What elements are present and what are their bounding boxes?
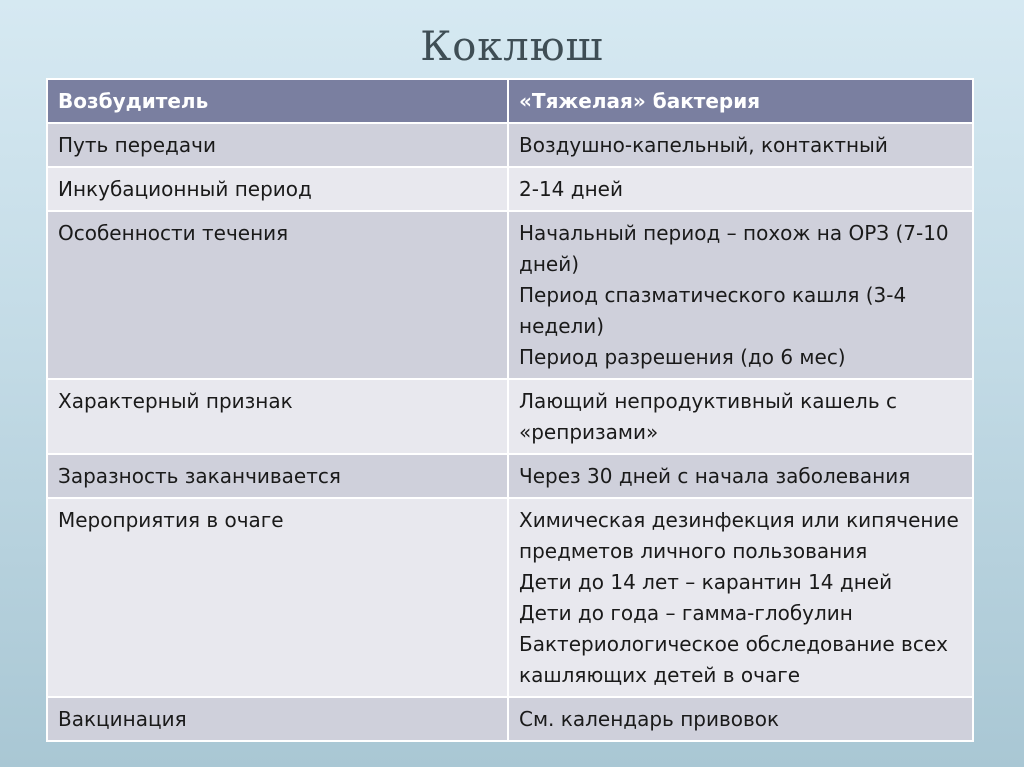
row-label: Вакцинация <box>47 697 508 741</box>
value-line: Химическая дезинфекция или кипячение предметов личного пользования <box>519 508 959 563</box>
value-line: Бактериологическое обследование всех кашляющих детей в очаге <box>519 632 948 687</box>
table-row <box>47 123 973 167</box>
table-row <box>47 454 973 498</box>
row-label: Заразность заканчивается <box>47 454 508 498</box>
table-row <box>47 167 973 211</box>
value-line: Дети до года – гамма-глобулин <box>519 601 853 625</box>
table-row <box>47 697 973 741</box>
value-line: Период спазматического кашля (3-4 недели) <box>519 283 907 338</box>
row-value <box>508 379 973 454</box>
value-line: Через 30 дней с начала заболевания <box>519 464 911 488</box>
table-header-row <box>47 79 973 123</box>
row-label: Характерный признак <box>47 379 508 454</box>
value-line: 2-14 дней <box>519 177 623 201</box>
row-label: Путь передачи <box>47 123 508 167</box>
header-cell-label: Возбудитель <box>47 79 508 123</box>
row-value <box>508 454 973 498</box>
value-line: Начальный период – похож на ОРЗ (7-10 дней) <box>519 221 949 276</box>
value-line: Дети до 14 лет – карантин 14 дней <box>519 570 893 594</box>
value-line: См. календарь привовок <box>519 707 780 731</box>
value-line: Воздушно-капельный, контактный <box>519 133 888 157</box>
info-table <box>46 78 974 742</box>
table-row <box>47 498 973 697</box>
table-row <box>47 379 973 454</box>
row-value <box>508 123 973 167</box>
row-value <box>508 167 973 211</box>
row-label: Особенности течения <box>47 211 508 379</box>
row-label: Инкубационный период <box>47 167 508 211</box>
row-value <box>508 211 973 379</box>
header-cell-value: «Тяжелая» бактерия <box>508 79 973 123</box>
value-line: Лающий непродуктивный кашель с «репризами» <box>519 389 897 444</box>
value-line: Период разрешения (до 6 мес) <box>519 345 846 369</box>
row-value <box>508 697 973 741</box>
table-row <box>47 211 973 379</box>
row-value <box>508 498 973 697</box>
row-label: Мероприятия в очаге <box>47 498 508 697</box>
slide-title: Коклюш <box>420 24 604 70</box>
